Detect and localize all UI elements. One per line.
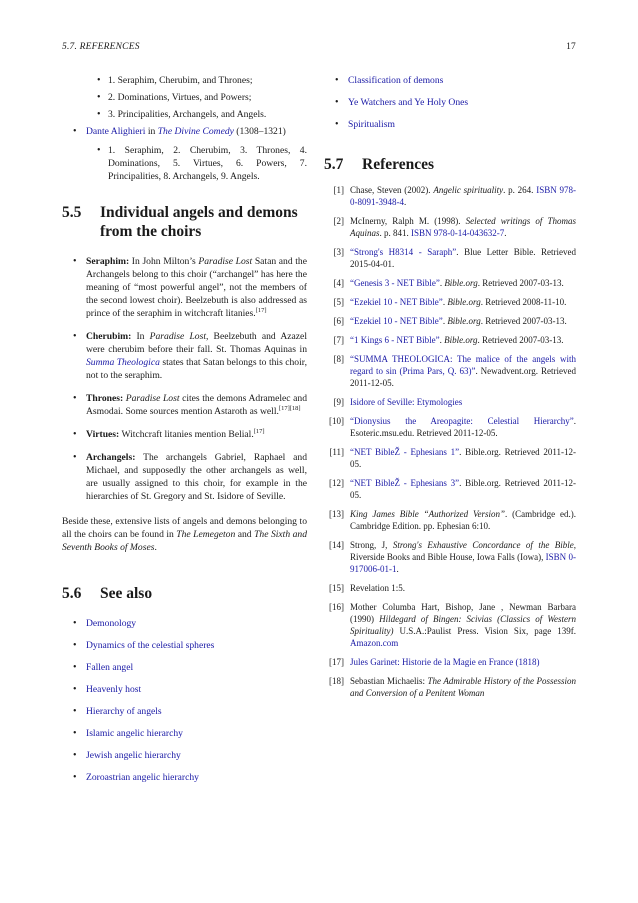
see-also-link[interactable]: Zoroastrian angelic hierarchy xyxy=(86,772,199,783)
section-heading-5-7: 5.7 References xyxy=(324,156,435,173)
reference-link[interactable]: “SUMMA THEOLOGICA: The malice of the angels with regard to sin (Prima Pars, Q. 63)” xyxy=(350,354,576,376)
reference-source: Bible.org xyxy=(444,335,478,345)
reference-detail: U.S.A.:Paulist Press. Vision Six, page 139f. xyxy=(393,626,576,636)
reference-detail: . p. 841. xyxy=(379,228,412,238)
reference-link[interactable]: “NET BibleŽ - Ephesians 1” xyxy=(350,447,460,457)
reference-title: Angelic spirituality xyxy=(433,185,504,195)
list-item-archangels: • Archangels: The archangels Gabriel, Raphael and Michael, and supposedly the other archangels as well, are usually assigned to this choir, for example in the hierarchies of St. Gregory and St. Isidore of Seville. xyxy=(86,451,307,503)
reference-author: Mother Columba Hart, Bishop, Jane , Newman Barbara (1990) xyxy=(350,602,576,624)
reference-number: [10] xyxy=(329,416,344,426)
reference-text xyxy=(350,601,576,649)
reference-item xyxy=(324,601,576,649)
list-item: • 2. Dominations, Virtues, and Powers; xyxy=(108,91,307,104)
reference-text xyxy=(350,446,576,470)
reference-title: Strong's Exhaustive Concordance of the Bible xyxy=(392,540,574,550)
see-also-item xyxy=(348,74,576,87)
reference-text xyxy=(350,315,576,327)
reference-author: Revelation 1:5. xyxy=(350,583,405,593)
reference-number: [4] xyxy=(333,278,344,288)
reference-detail: . p. 264. xyxy=(503,185,537,195)
list-item: • 3. Principalities, Archangels, and Angels. xyxy=(108,108,307,121)
reference-text xyxy=(350,334,576,346)
see-also-item xyxy=(86,639,307,652)
see-also-item xyxy=(86,727,307,740)
reference-number: [9] xyxy=(333,397,344,407)
reference-text xyxy=(350,477,576,501)
reference-item xyxy=(324,334,576,346)
reference-author: Chase, Steven (2002). xyxy=(350,185,434,195)
reference-detail: . xyxy=(442,297,448,307)
reference-number: [5] xyxy=(333,297,344,307)
reference-text xyxy=(350,396,576,408)
reference-item xyxy=(324,277,576,289)
reference-item xyxy=(324,215,576,239)
reference-tail: . Retrieved 2007-03-13. xyxy=(477,335,564,345)
running-header xyxy=(62,42,576,52)
see-also-item xyxy=(86,771,307,784)
reference-link[interactable]: ISBN 0-917006-01-1 xyxy=(350,552,576,574)
reference-item xyxy=(324,477,576,501)
see-also-item xyxy=(86,683,307,696)
reference-link[interactable]: “Ezekiel 10 - NET Bible” xyxy=(350,297,443,307)
divine-comedy-link[interactable]: The Divine Comedy xyxy=(157,126,234,137)
reference-text xyxy=(350,277,576,289)
see-also-link[interactable]: Islamic angelic hierarchy xyxy=(86,728,183,739)
reference-text xyxy=(350,184,576,208)
individual-list xyxy=(62,255,307,503)
reference-number: [13] xyxy=(329,509,344,519)
reference-detail: , Riverside Books and Bible House, Iowa Falls (Iowa), xyxy=(350,540,576,562)
see-also-item xyxy=(348,96,576,109)
reference-number: [17] xyxy=(329,657,344,667)
reference-link[interactable]: ISBN 978-0-8091-3948-4 xyxy=(350,185,576,207)
list-item: • 1. Seraphim, Cherubim, and Thrones; xyxy=(108,74,307,87)
reference-number: [8] xyxy=(333,354,344,364)
section-heading-5-6: 5.6 See also xyxy=(62,585,153,602)
reference-text xyxy=(350,215,576,239)
reference-tail: . Retrieved 2007-03-13. xyxy=(480,316,567,326)
see-also-item xyxy=(86,617,307,630)
reference-number: [18] xyxy=(329,676,344,686)
reference-title: The Admirable History of the Possession and Conversion of a Penitent Woman xyxy=(350,676,577,698)
reference-detail: . Bible.org. Retrieved 2011-12-05. xyxy=(350,478,576,500)
reference-number: [2] xyxy=(333,216,344,226)
dante-mid: in xyxy=(145,126,158,137)
reference-item xyxy=(324,415,576,439)
reference-number: [15] xyxy=(329,583,344,593)
reference-detail: . Bible.org. Retrieved 2011-12-05. xyxy=(350,447,576,469)
reference-number: [3] xyxy=(333,247,344,257)
reference-tail: . Retrieved 2008-11-10. xyxy=(480,297,567,307)
see-also-link[interactable]: Spiritualism xyxy=(348,119,395,130)
reference-number: [6] xyxy=(333,316,344,326)
reference-number: [7] xyxy=(333,335,344,345)
see-also-item xyxy=(348,118,576,131)
reference-item xyxy=(324,315,576,327)
see-also-link[interactable]: Hierarchy of angels xyxy=(86,706,162,717)
dante-list xyxy=(62,125,307,138)
see-also-item xyxy=(86,749,307,762)
reference-link[interactable]: Amazon.com xyxy=(350,638,399,648)
list-item-cherubim: • Cherubim: In Paradise Lost, Beelzebuth and Azazel were cherubim before their fall. St. Thomas Aquinas in Summa Theologica states that Satan belongs to this choir, not to the seraphim. xyxy=(86,330,307,382)
reference-author: Sebastian Michaelis: xyxy=(350,676,428,686)
page-number: 17 xyxy=(566,42,576,52)
see-also-item xyxy=(86,661,307,674)
list-item-thrones: • Thrones: Paradise Lost cites the demons Adramelec and Asmodai. Some sources mention Astaroth as well.[17][18] xyxy=(86,392,307,418)
reference-title: Hildegard of Bingen: Scivias (Classics of Western Spirituality) xyxy=(350,614,576,636)
reference-number: [1] xyxy=(333,185,344,195)
see-also-link[interactable]: Classification of demons xyxy=(348,75,444,86)
reference-text xyxy=(350,415,576,439)
reference-tail: . xyxy=(404,197,407,207)
reference-title: Selected writings of Thomas Aquinas xyxy=(350,216,576,238)
reference-item xyxy=(324,184,576,208)
reference-detail: . Esoteric.msu.edu. Retrieved 2011-12-05. xyxy=(350,416,576,438)
reference-title: King James Bible “Authorized Version” xyxy=(350,509,506,519)
reference-link[interactable]: “Genesis 3 - NET Bible” xyxy=(350,278,440,288)
reference-detail: . xyxy=(439,278,445,288)
summa-link[interactable]: Summa Theologica xyxy=(86,357,160,368)
reference-source: Bible.org xyxy=(447,316,481,326)
reference-item xyxy=(324,582,576,594)
right-column xyxy=(324,74,576,706)
reference-detail: . Newadvent.org. Retrieved 2011-12-05. xyxy=(350,366,576,388)
reference-detail: . (Cambridge ed.). Cambridge Edition. pp. Ephesian 6:10. xyxy=(350,509,576,531)
see-also-link[interactable]: Dynamics of the celestial spheres xyxy=(86,640,215,651)
reference-link[interactable]: “Ezekiel 10 - NET Bible” xyxy=(350,316,443,326)
reference-detail: . xyxy=(439,335,445,345)
reference-text xyxy=(350,508,576,532)
reference-number: [11] xyxy=(329,447,344,457)
reference-link[interactable]: “NET BibleŽ - Ephesians 3” xyxy=(350,478,460,488)
reference-link[interactable]: “Strong's H8314 - Saraph” xyxy=(350,247,457,257)
left-column xyxy=(62,74,307,784)
reference-text xyxy=(350,246,576,270)
see-also-link[interactable]: Heavenly host xyxy=(86,684,142,695)
dante-dates: (1308–1321) xyxy=(233,126,286,137)
choir-sublist xyxy=(62,74,307,121)
reference-text xyxy=(350,353,576,389)
dante-link[interactable]: Dante Alighieri xyxy=(86,126,146,137)
reference-item xyxy=(324,246,576,270)
reference-author: McInerny, Ralph M. (1998). xyxy=(350,216,466,226)
reference-link[interactable]: “1 Kings 6 - NET Bible” xyxy=(350,335,440,345)
reference-link[interactable]: “Dionysius the Areopagite: Celestial Hierarchy” xyxy=(350,416,574,426)
references-list xyxy=(324,184,576,699)
list-item-seraphim: • Seraphim: In John Milton’s Paradise Lost Satan and the Archangels belong to this choir (“archangel” has here the meaning of “most powerful angel”, not the members of the second lowest choir). Beelzebuth is also addressed as prince of the seraphim in witchcraft litanies.[17] xyxy=(86,255,307,320)
see-also-link[interactable]: Fallen angel xyxy=(86,662,134,673)
dante-sublist xyxy=(62,144,307,183)
reference-text xyxy=(350,582,576,594)
see-also-link[interactable]: Jewish angelic hierarchy xyxy=(86,750,181,761)
reference-text xyxy=(350,675,576,699)
see-also-link[interactable]: Ye Watchers and Ye Holy Ones xyxy=(348,97,469,108)
reference-link[interactable]: Isidore of Seville: Etymologies xyxy=(350,397,463,407)
reference-link[interactable]: Jules Garinet: Historie de la Magie en France (1818) xyxy=(350,657,540,667)
reference-item xyxy=(324,353,576,389)
reference-item xyxy=(324,296,576,308)
reference-text xyxy=(350,656,576,668)
reference-tail: . Retrieved 2007-03-13. xyxy=(477,278,564,288)
reference-source: Bible.org xyxy=(447,297,481,307)
see-also-item xyxy=(86,705,307,718)
see-also-link[interactable]: Demonology xyxy=(86,618,137,629)
reference-tail: . xyxy=(396,564,399,574)
reference-source: Bible.org xyxy=(444,278,478,288)
reference-item xyxy=(324,396,576,408)
reference-item xyxy=(324,656,576,668)
reference-number: [14] xyxy=(329,540,344,550)
reference-number: [16] xyxy=(329,602,344,612)
reference-number: [12] xyxy=(329,478,344,488)
reference-item xyxy=(324,539,576,575)
reference-item xyxy=(324,508,576,532)
reference-detail: . xyxy=(442,316,448,326)
besides-paragraph: Beside these, extensive lists of angels and demons belonging to all the choirs can be found in The Lemegeton and The Sixth and Seventh Books of Moses. xyxy=(62,516,307,553)
reference-link[interactable]: ISBN 978-0-14-043632-7 xyxy=(411,228,505,238)
section-header: 5.7. REFERENCES xyxy=(62,42,140,52)
see-also-continued xyxy=(324,74,576,131)
reference-tail: . xyxy=(504,228,507,238)
list-item xyxy=(86,125,307,138)
reference-text xyxy=(350,296,576,308)
reference-item xyxy=(324,446,576,470)
reference-detail: . Blue Letter Bible. Retrieved 2015-04-01. xyxy=(350,247,577,269)
reference-text xyxy=(350,539,576,575)
see-also-list xyxy=(62,617,307,784)
reference-item xyxy=(324,675,576,699)
list-item: • 1. Seraphim, 2. Cherubim, 3. Thrones, 4. Dominations, 5. Virtues, 6. Powers, 7. Principalities, 8. Archangels, 9. Angels. xyxy=(108,144,307,183)
list-item-virtues: • Virtues: Witchcraft litanies mention Belial.[17] xyxy=(86,428,307,441)
reference-author: Strong, J, xyxy=(350,540,393,550)
section-heading-5-5: 5.5 Individual angels and demons from the choirs xyxy=(62,204,298,240)
